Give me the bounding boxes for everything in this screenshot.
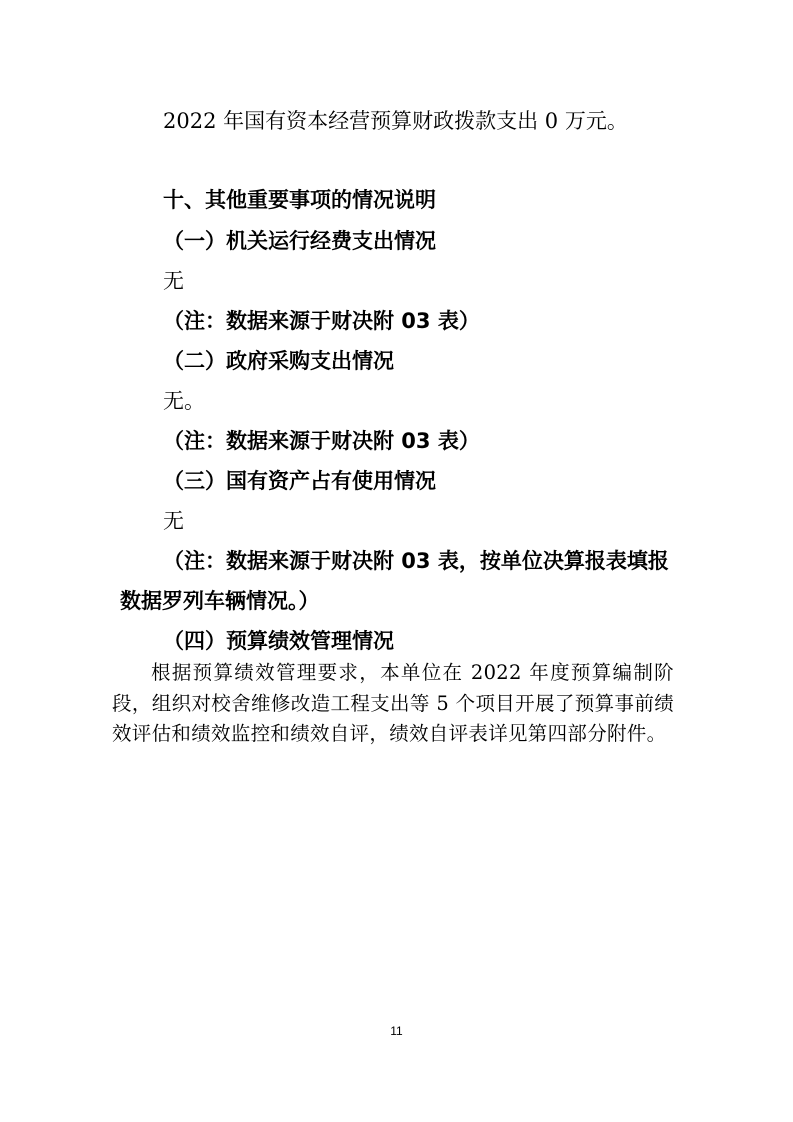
subsection-2-body: 无。	[163, 389, 205, 413]
subsection-1-note: （注：数据来源于财决附 03 表）	[163, 309, 480, 333]
subsection-3-note-line2: 数据罗列车辆情况。）	[120, 589, 320, 613]
subsection-4-title: （四）预算绩效管理情况	[163, 629, 394, 653]
subsection-3-title: （三）国有资产占有使用情况	[163, 469, 436, 493]
page-number: 11	[390, 1024, 403, 1038]
subsection-1-title: （一）机关运行经费支出情况	[163, 229, 436, 253]
section-heading: 十、其他重要事项的情况说明	[163, 188, 436, 212]
subsection-4-paragraph: 根据预算绩效管理要求，本单位在 2022 年度预算编制阶段，组织对校舍维修改造工程支出等 5 个项目开展了预算事前绩效评估和绩效监控和绩效自评，绩效自评表详见第四部分附件。	[112, 661, 674, 745]
intro-line: 2022 年国有资本经营预算财政拨款支出 0 万元。	[163, 109, 628, 133]
subsection-3-body: 无	[163, 509, 184, 533]
subsection-2-note: （注：数据来源于财决附 03 表）	[163, 429, 480, 453]
subsection-1-body: 无	[163, 269, 184, 293]
subsection-3-note-line1: （注：数据来源于财决附 03 表，按单位决算报表填报	[163, 549, 669, 573]
subsection-2-title: （二）政府采购支出情况	[163, 349, 394, 373]
